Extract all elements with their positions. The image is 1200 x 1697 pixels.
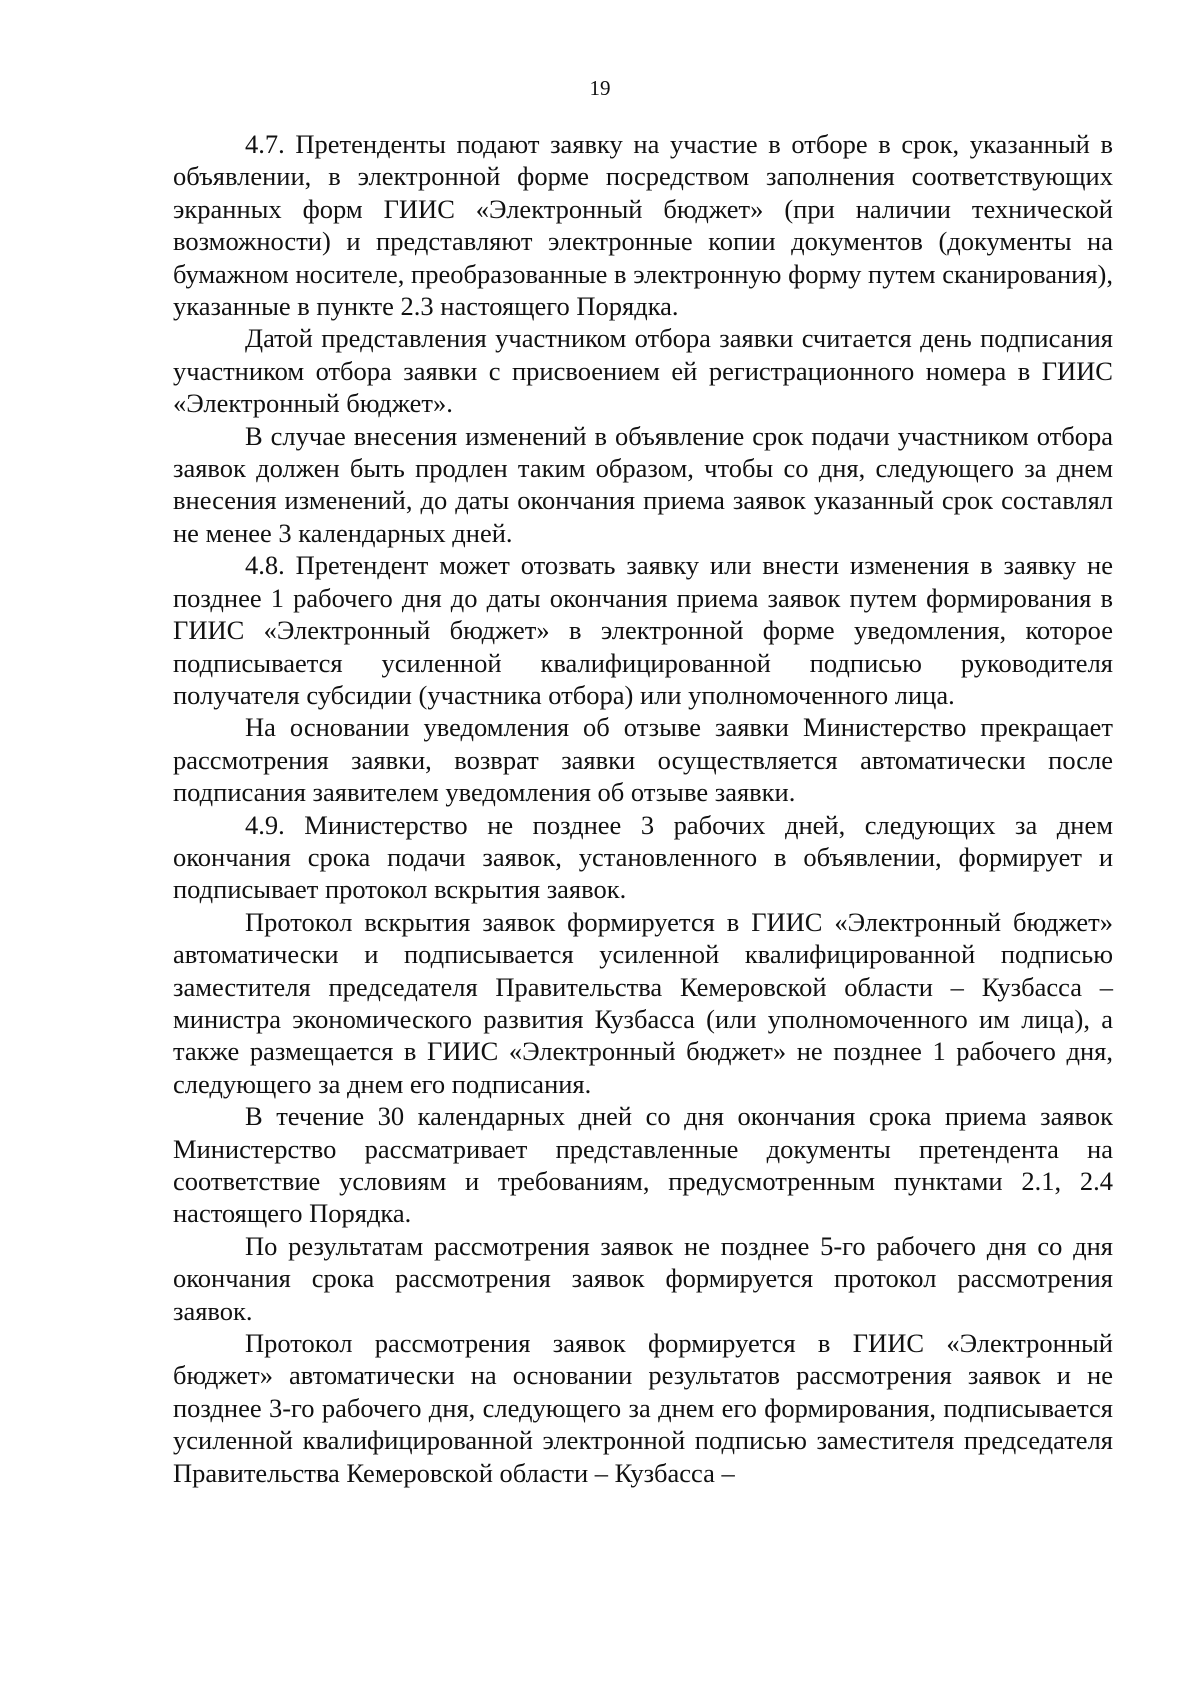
paragraph-review-period: В течение 30 календарных дней со дня окончания срока приема заявок Министерство рассматривает представленные документы претендента на соответствие условиям и требованиям, предусмотренным пунктами 2.1, 2.4 настоящего Порядка. (173, 1101, 1113, 1229)
paragraph-withdrawal: На основании уведомления об отзыве заявки Министерство прекращает рассмотрения заявки, возврат заявки осуществляется автоматически после подписания заявителем уведомления об отзыве заявки. (173, 712, 1113, 808)
paragraph-review-results: По результатам рассмотрения заявок не позднее 5-го рабочего дня со дня окончания срока рассмотрения заявок формируется протокол рассмотрения заявок. (173, 1230, 1113, 1326)
paragraph-4-7: 4.7. Претенденты подают заявку на участие в отборе в срок, указанный в объявлении, в электронной форме посредством заполнения соответствующих экранных форм ГИИС «Электронный бюджет» (при наличии технической возможности) и представляют электронные копии документов (документы на бумажном носителе, преобразованные в электронную форму путем сканирования), указанные в пункте 2.3 настоящего Порядка. (173, 129, 1113, 322)
paragraph-opening-protocol: Протокол вскрытия заявок формируется в ГИИС «Электронный бюджет» автоматически и подписывается усиленной квалифицированной подписью заместителя председателя Правительства Кемеровской области – Кузбасса – министра экономического развития Кузбасса (или уполномоченного им лица), а также размещается в ГИИС «Электронный бюджет» не позднее 1 рабочего дня, следующего за днем его подписания. (173, 906, 1113, 1099)
paragraph-deadline-extension: В случае внесения изменений в объявление срок подачи участником отбора заявок должен быть продлен таким образом, чтобы со дня, следующего за днем внесения изменений, до даты окончания приема заявок указанный срок составлял не менее 3 календарных дней. (173, 420, 1113, 548)
paragraph-review-protocol: Протокол рассмотрения заявок формируется в ГИИС «Электронный бюджет» автоматически на основании результатов рассмотрения заявок и не позднее 3-го рабочего дня, следующего за днем его формирования, подписывается усиленной квалифицированной электронной подписью заместителя председателя Правительства Кемеровской области – Кузбасса – (173, 1328, 1113, 1488)
document-body (173, 128, 1113, 1489)
page-number: 19 (589, 76, 611, 100)
paragraph-submission-date: Датой представления участником отбора заявки считается день подписания участником отбора заявки с присвоением ей регистрационного номера в ГИИС «Электронный бюджет». (173, 323, 1113, 419)
paragraph-4-9: 4.9. Министерство не позднее 3 рабочих дней, следующих за днем окончания срока подачи заявок, установленного в объявлении, формирует и подписывает протокол вскрытия заявок. (173, 809, 1113, 905)
paragraph-4-8: 4.8. Претендент может отозвать заявку или внести изменения в заявку не позднее 1 рабочего дня до даты окончания приема заявок путем формирования в ГИИС «Электронный бюджет» в электронной форме уведомления, которое подписывается усиленной квалифицированной подписью руководителя получателя субсидии (участника отбора) или уполномоченного лица. (173, 550, 1113, 710)
